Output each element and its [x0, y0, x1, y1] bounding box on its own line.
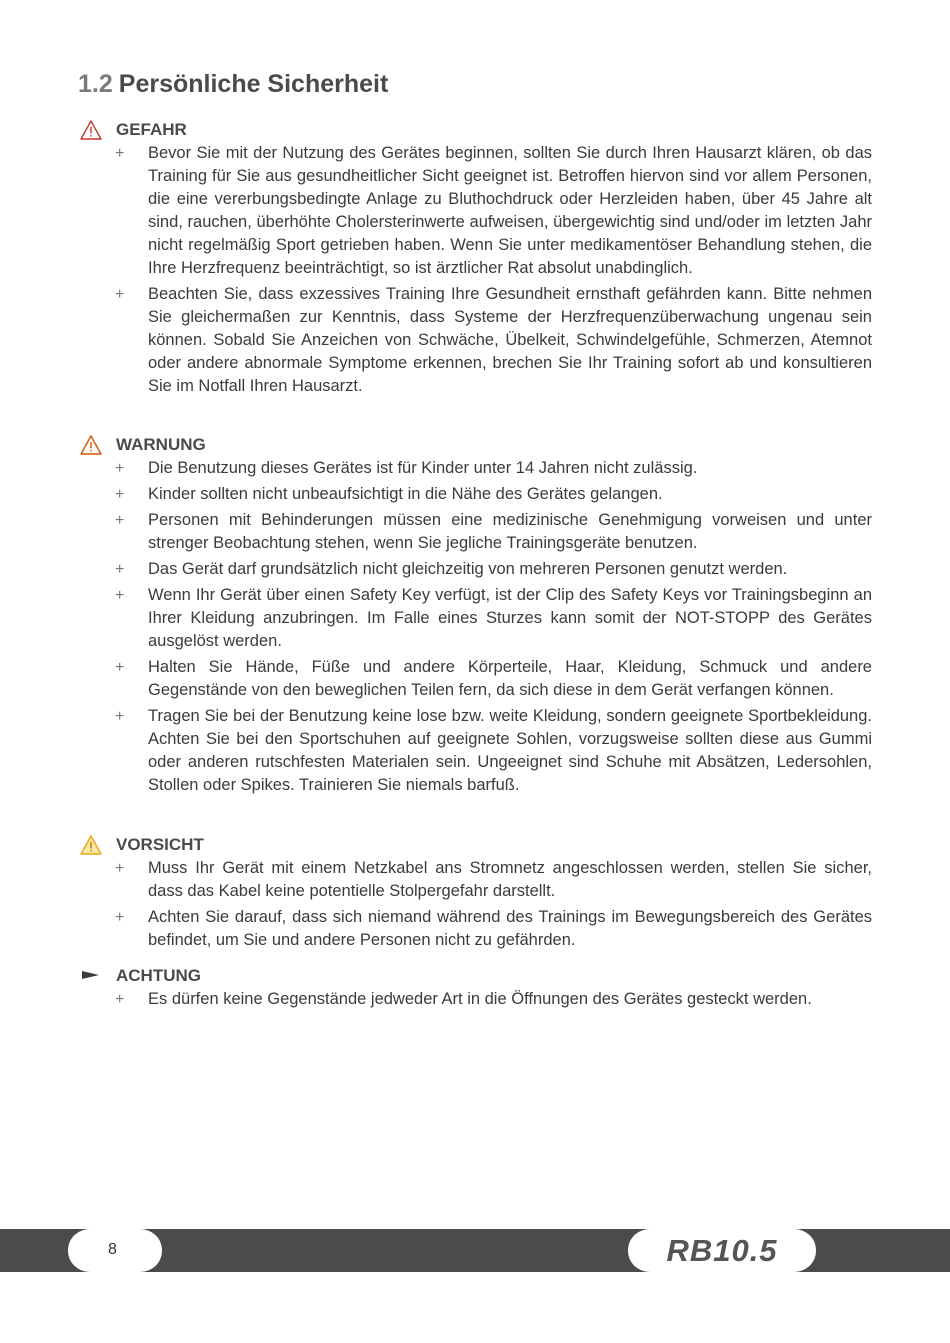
section-number: 1.2	[78, 70, 113, 98]
section-achtung	[80, 964, 872, 1014]
item-text: Personen mit Behinderungen müssen eine medizinische Genehmigung vorweisen und unter strenger Beobachtung stehen, wenn Sie jegliche Trainingsgeräte benutzen.	[148, 511, 872, 552]
list-item	[80, 906, 872, 952]
item-text: Tragen Sie bei der Benutzung keine lose bzw. weite Kleidung, sondern geeignete Sportbekleidung. Achten Sie bei den Sportschuhen auf geeignete Sohlen, vorzugsweise sollten diese aus Gummi oder anderen rutschfesten Materialen sein. Ungeeignet sind Schuhe mit Absätzen, Ledersohlen, Stollen oder Spikes. Trainieren Sie niemals barfuß.	[148, 707, 872, 794]
item-text: Achten Sie darauf, dass sich niemand während des Trainings im Bewegungsbereich des Gerätes befindet, um Sie und andere Personen nicht zu gefährden.	[148, 908, 872, 949]
list-item	[80, 705, 872, 797]
item-text: Bevor Sie mit der Nutzung des Gerätes beginnen, sollten Sie durch Ihren Hausarzt klären, ob das Training für Sie aus gesundheitlicher Sicht geeignet ist. Betroffen hiervon sind vor allem Personen, die eine vererbungsbedingte Anlage zu Bluthochdruck oder Herzleiden haben, über 45 Jahre alt sind, rauchen, überhöhte Cholersterinwerte aufweisen, übergewichtig sind und/oder im letzten Jahr nicht regelmäßig Sport getrieben haben. Wenn Sie unter medikamentöser Behandlung stehen, die Ihre Herzfrequenz beeinträchtigt, so ist ärztlicher Rat absolut unabdinglich.	[148, 144, 872, 277]
plus-icon: +	[115, 587, 125, 604]
list-item	[80, 142, 872, 280]
warning-triangle-icon	[80, 435, 102, 455]
item-text: Es dürfen keine Gegenstände jedweder Art in die Öffnungen des Gerätes gesteckt werden.	[148, 990, 812, 1008]
plus-icon: +	[115, 486, 125, 503]
plus-icon: +	[115, 708, 125, 725]
list-item	[80, 584, 872, 653]
item-text: Kinder sollten nicht unbeaufsichtigt in die Nähe des Gerätes gelangen.	[148, 485, 663, 503]
plus-icon: +	[115, 991, 125, 1008]
page-title	[78, 70, 388, 99]
warning-triangle-icon	[80, 835, 102, 855]
plus-icon: +	[115, 860, 125, 877]
list-item	[80, 558, 872, 581]
item-text: Beachten Sie, dass exzessives Training Ihre Gesundheit ernsthaft gefährden kann. Bitte nehmen Sie gleichermaßen zur Kenntnis, dass Systeme der Herzfrequenzüberwachung ungenau sein können. Sobald Sie Anzeichen von Schwäche, Übelkeit, Schwindelgefühle, Schmerzen, Atemnot oder andere abnormale Symptome erkennen, brechen Sie Ihr Training sofort ab und konsultieren Sie im Notfall Ihren Hausarzt.	[148, 285, 872, 395]
section-warnung	[80, 433, 872, 800]
section-header	[80, 118, 872, 142]
section-header	[80, 964, 872, 988]
plus-icon: +	[115, 561, 125, 578]
section-vorsicht	[80, 833, 872, 955]
pennant-flag-icon	[80, 966, 102, 986]
plus-icon: +	[115, 286, 125, 303]
model-label: RB10.5	[666, 1233, 778, 1268]
section-header	[80, 833, 872, 857]
section-label: ACHTUNG	[116, 966, 201, 985]
list-item	[80, 656, 872, 702]
list-item	[80, 988, 872, 1011]
item-text: Die Benutzung dieses Gerätes ist für Kinder unter 14 Jahren nicht zulässig.	[148, 459, 698, 477]
list-item	[80, 283, 872, 398]
item-text: Halten Sie Hände, Füße und andere Körperteile, Haar, Kleidung, Schmuck und andere Gegenstände von den beweglichen Teilen fern, da sich diese in dem Gerät verfangen können.	[148, 658, 872, 699]
list-item	[80, 483, 872, 506]
plus-icon: +	[115, 145, 125, 162]
list-item	[80, 509, 872, 555]
plus-icon: +	[115, 909, 125, 926]
item-text: Wenn Ihr Gerät über einen Safety Key verfügt, ist der Clip des Safety Keys vor Trainingsbeginn an Ihrer Kleidung anzubringen. Im Falle eines Sturzes kann somit der NOT-STOPP des Gerätes ausgelöst werden.	[148, 586, 872, 650]
item-text: Das Gerät darf grundsätzlich nicht gleichzeitig von mehreren Personen genutzt werden.	[148, 560, 788, 578]
section-label: VORSICHT	[116, 835, 204, 854]
page-number: 8	[108, 1241, 117, 1258]
list-item	[80, 457, 872, 480]
section-header	[80, 433, 872, 457]
section-label: WARNUNG	[116, 435, 206, 454]
plus-icon: +	[115, 512, 125, 529]
list-item	[80, 857, 872, 903]
section-label: GEFAHR	[116, 120, 187, 139]
item-text: Muss Ihr Gerät mit einem Netzkabel ans Stromnetz angeschlossen werden, stellen Sie sicher, dass das Kabel keine potentielle Stolpergefahr darstellt.	[148, 859, 872, 900]
section-title: Persönliche Sicherheit	[118, 70, 389, 98]
plus-icon: +	[115, 659, 125, 676]
section-gefahr	[80, 118, 872, 401]
warning-triangle-icon	[80, 120, 102, 140]
plus-icon: +	[115, 460, 125, 477]
